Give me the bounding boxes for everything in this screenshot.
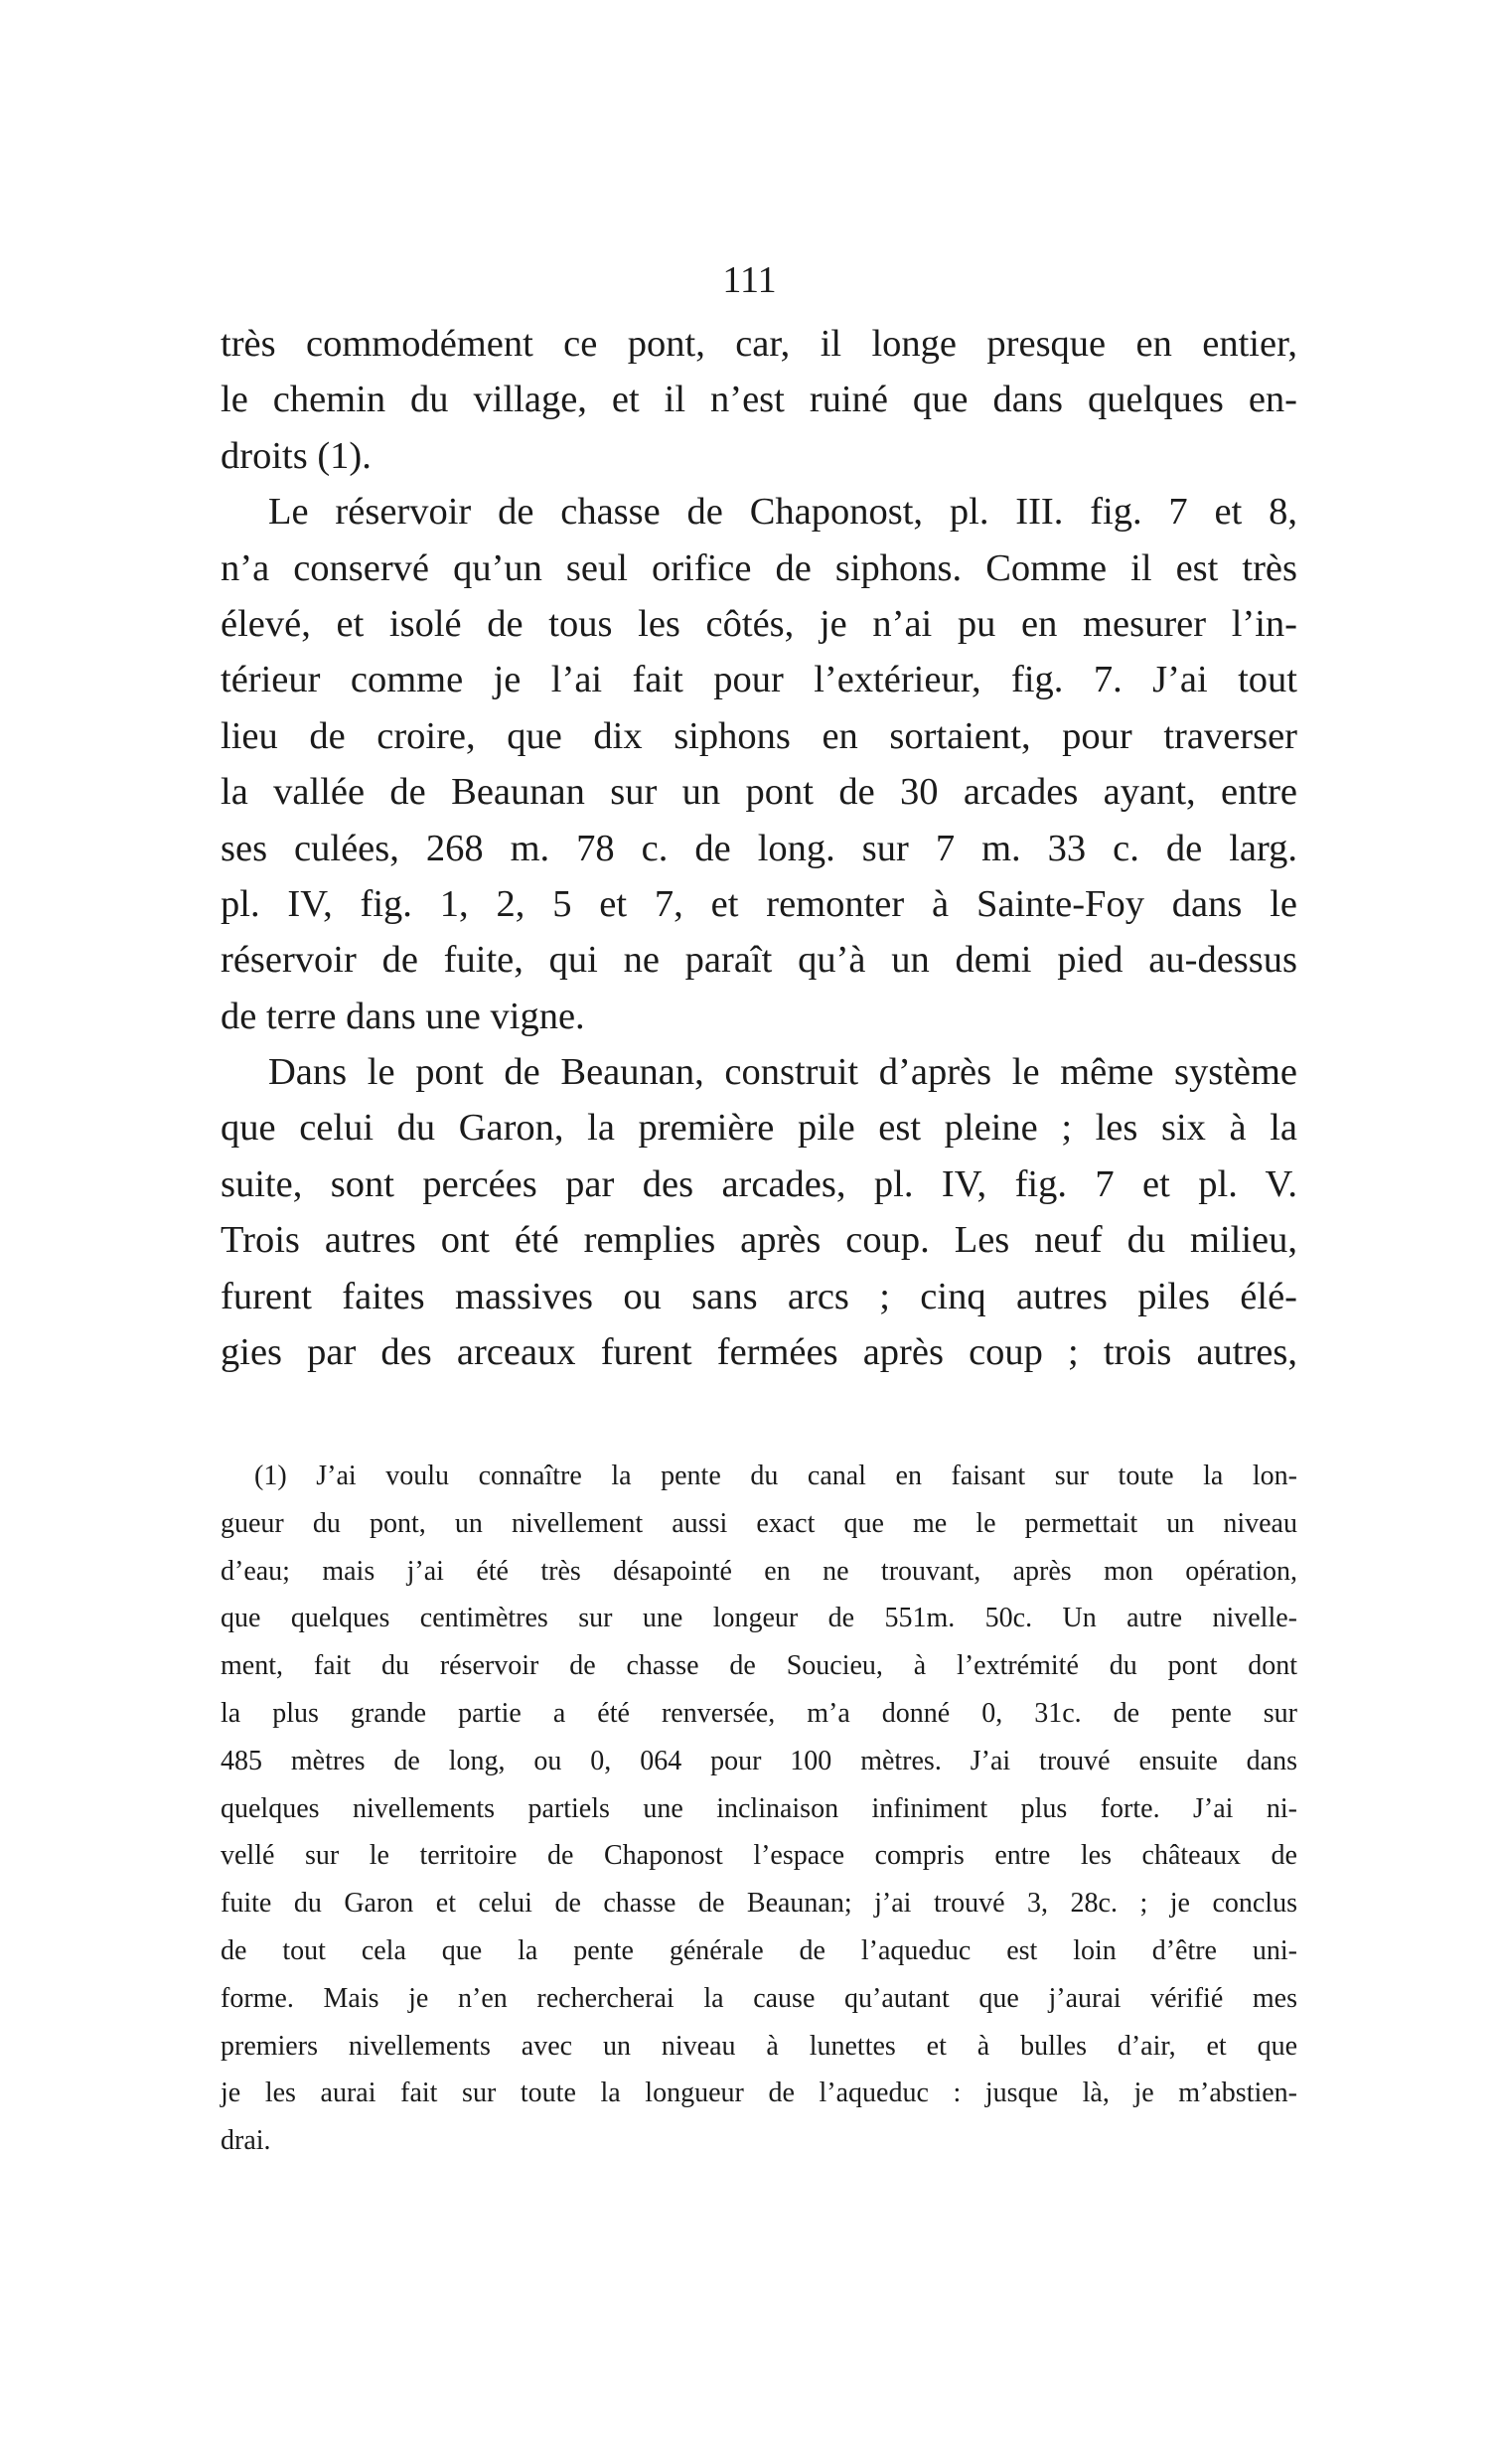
main-text <box>221 316 1297 1380</box>
text-line: pl. IV, fig. 1, 2, 5 et 7, et remonter à Sainte-Foy dans le <box>221 882 1297 925</box>
text-line: de terre dans une vigne. <box>221 995 585 1037</box>
footnote-line: premiers nivellements avec un niveau à lunettes et à bulles d’air, et que <box>221 2030 1297 2062</box>
text-line: Trois autres ont été remplies après coup. Les neuf du milieu, <box>221 1219 1297 1262</box>
footnote-line: gueur du pont, un nivellement aussi exact que me le permettait un niveau <box>221 1507 1297 1539</box>
text-line: que celui du Garon, la première pile est pleine ; les six à la <box>221 1107 1297 1150</box>
text-line: élevé, et isolé de tous les côtés, je n’ai pu en mesurer l’in- <box>221 602 1297 645</box>
footnote-line: forme. Mais je n’en rechercherai la cause qu’autant que j’aurai vérifié mes <box>221 1982 1297 2014</box>
text-line: furent faites massives ou sans arcs ; cinq autres piles élé- <box>221 1275 1297 1317</box>
text-line: la vallée de Beaunan sur un pont de 30 arcades ayant, entre <box>221 771 1297 814</box>
footnote-line: fuite du Garon et celui de chasse de Beaunan; j’ai trouvé 3, 28c. ; je conclus <box>221 1888 1297 1920</box>
footnote-line: que quelques centimètres sur une longeur de 551m. 50c. Un autre nivelle- <box>221 1603 1297 1634</box>
text-line: droits (1). <box>221 434 372 477</box>
footnote-line: vellé sur le territoire de Chaponost l’espace compris entre les châteaux de <box>221 1840 1297 1872</box>
text-line: très commodément ce pont, car, il longe presque en entier, <box>221 323 1297 365</box>
text-line: n’a conservé qu’un seul orifice de siphons. Comme il est très <box>221 546 1297 589</box>
text-line: Dans le pont de Beaunan, construit d’après le même système <box>268 1051 1297 1094</box>
footnote-line: d’eau; mais j’ai été très désapointé en ne trouvant, après mon opération, <box>221 1555 1297 1587</box>
page-number: 111 <box>722 259 777 301</box>
footnote-line: ment, fait du réservoir de chasse de Soucieu, à l’extrémité du pont dont <box>221 1650 1297 1682</box>
text-line: le chemin du village, et il n’est ruiné que dans quelques en- <box>221 379 1297 421</box>
footnote-line: la plus grande partie a été renversée, m’a donné 0, 31c. de pente sur <box>221 1697 1297 1729</box>
text-line: lieu de croire, que dix siphons en sortaient, pour traverser <box>221 714 1297 757</box>
text-line: suite, sont percées par des arcades, pl. IV, fig. 7 et pl. V. <box>221 1162 1297 1205</box>
text-line: ses culées, 268 m. 78 c. de long. sur 7 m. 33 c. de larg. <box>221 827 1297 869</box>
footnote-line: drai. <box>221 2125 271 2157</box>
text-line: térieur comme je l’ai fait pour l’extérieur, fig. 7. J’ai tout <box>221 659 1297 701</box>
footnote-line: je les aurai fait sur toute la longueur de l’aqueduc : jusque là, je m’abstien- <box>221 2078 1297 2109</box>
footnote-line: (1) J’ai voulu connaître la pente du canal en faisant sur toute la lon- <box>254 1461 1297 1491</box>
footnote-line: de tout cela que la pente générale de l’aqueduc est loin d’être uni- <box>221 1934 1297 1966</box>
footnote-line: quelques nivellements partiels une inclinaison infiniment plus forte. J’ai ni- <box>221 1792 1297 1824</box>
text-line: réservoir de fuite, qui ne paraît qu’à un demi pied au-dessus <box>221 939 1297 982</box>
text-line: gies par des arceaux furent fermées après coup ; trois autres, <box>221 1331 1297 1374</box>
footnote <box>221 1453 1297 2165</box>
text-line: Le réservoir de chasse de Chaponost, pl. III. fig. 7 et 8, <box>268 491 1297 534</box>
footnote-line: 485 mètres de long, ou 0, 064 pour 100 mètres. J’ai trouvé ensuite dans <box>221 1745 1297 1776</box>
